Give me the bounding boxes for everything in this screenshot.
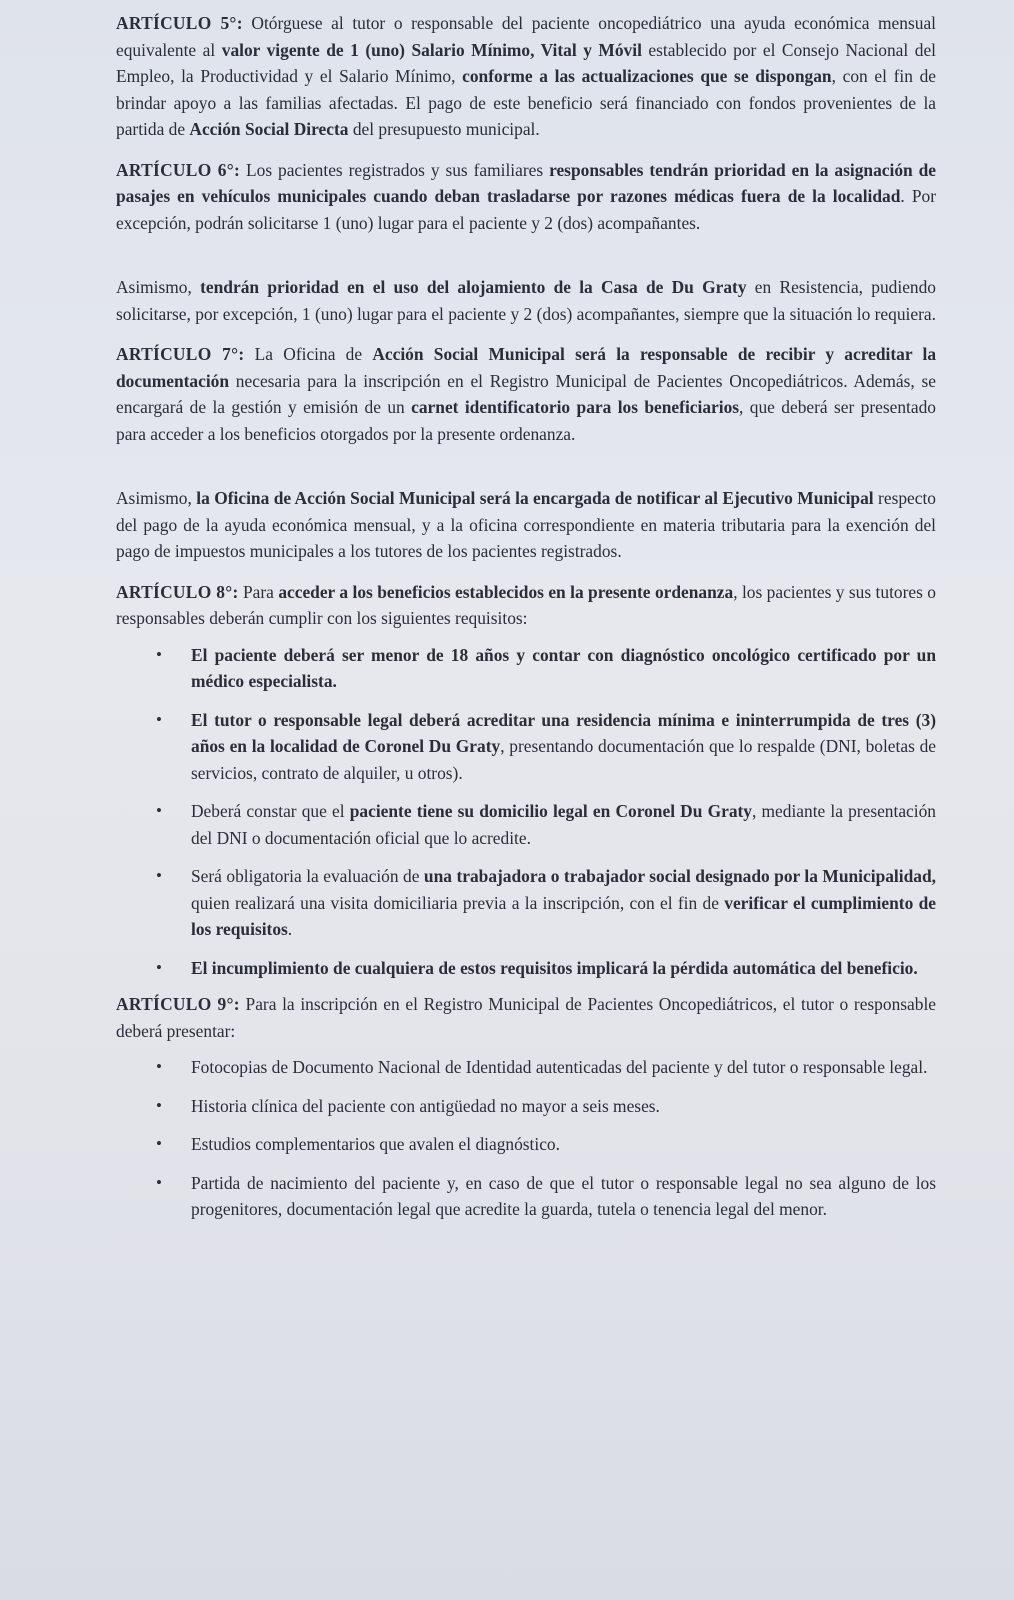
article-5-label: ARTÍCULO 5°: (116, 13, 243, 33)
article-6-label: ARTÍCULO 6°: (116, 159, 241, 180)
list-item (116, 707, 936, 787)
text: Historia clínica del paciente con antigüedad no mayor a seis meses. (191, 1095, 660, 1116)
text: Será obligatoria la evaluación de (191, 866, 424, 886)
bold-text: Acción Social Directa (189, 119, 349, 139)
list-item (116, 1054, 936, 1081)
article-8-requirements-list (116, 642, 936, 982)
text: La Oficina de (244, 344, 373, 364)
text: . Por excepción, podrán solicitarse 1 (uno) lugar para el paciente y 2 (dos) acompañantes. (116, 186, 937, 233)
bold-text: El paciente deberá ser menor de 18 años y contar con diagnóstico oncológico certificado por un médico especialista. (191, 644, 936, 691)
text: en Resistencia, pudiendo solicitarse, por excepción, 1 (uno) lugar para el paciente y 2 (dos) acompañantes, siempre que la situación lo requiera. (116, 277, 937, 324)
text: Deberá constar que el (191, 801, 350, 821)
text: necesaria para la inscripción en el Registro Municipal de Pacientes Oncopediátricos. Además, se encargará de la gestión y emisión de un (116, 370, 936, 417)
text: Asimismo, (116, 488, 197, 508)
text: Otórguese al tutor o responsable del paciente oncopediátrico una ayuda económica mensual equivalente al (116, 13, 936, 60)
list-item (116, 863, 936, 943)
text: quien realizará una visita domiciliaria previa a la inscripción, con el fin de (191, 892, 725, 913)
text: Asimismo, (116, 277, 201, 297)
text: Para la inscripción en el Registro Municipal de Pacientes Oncopediátricos, el tutor o responsable deberá presentar: (116, 994, 936, 1041)
list-item (116, 1131, 936, 1158)
text: , presentando documentación que lo respalde (DNI, boletas de servicios, contrato de alquiler, u otros). (191, 736, 936, 783)
text: , mediante la presentación del DNI o documentación oficial que lo acredite. (191, 801, 936, 848)
text: establecido por el Consejo Nacional del Empleo, la Productividad y el Salario Mínimo, (116, 39, 936, 86)
bold-text: valor vigente de 1 (uno) Salario Mínimo, Vital y Móvil (221, 39, 642, 60)
article-9-documents-list (116, 1054, 936, 1223)
text: respecto del pago de la ayuda económica mensual, y a la oficina correspondiente en materia tributaria para la exención del pago de impuestos municipales a los tutores de los pacientes registrados. (116, 488, 936, 561)
article-8-label: ARTÍCULO 8°: (116, 581, 239, 602)
list-item (116, 1170, 936, 1223)
text: Para (238, 581, 279, 602)
text: Los pacientes registrados y sus familiares (240, 159, 550, 180)
article-6-paragraph-2 (116, 274, 936, 327)
text: , los pacientes y sus tutores o responsables deberán cumplir con los siguientes requisitos: (116, 581, 936, 628)
bold-text: El tutor o responsable legal deberá acreditar una residencia mínima e ininterrumpida de tres (3) años en la localidad de Coronel Du Graty (191, 709, 936, 756)
bold-text: El incumplimiento de cualquiera de estos requisitos implicará la pérdida automática del beneficio. (191, 957, 918, 978)
article-6 (116, 157, 936, 237)
article-8 (116, 579, 936, 632)
list-item (116, 1093, 936, 1120)
text: Estudios complementarios que avalen el diagnóstico. (191, 1134, 560, 1154)
text: del presupuesto municipal. (348, 119, 540, 139)
list-item (116, 955, 936, 982)
list-item (116, 798, 936, 851)
article-5 (116, 10, 936, 143)
list-item (116, 642, 936, 695)
text: Fotocopias de Documento Nacional de Identidad autenticadas del paciente y del tutor o responsable legal. (191, 1057, 928, 1077)
bold-text: Acción Social Municipal será la responsable de recibir y acreditar la documentación (116, 344, 937, 391)
article-9-label: ARTÍCULO 9°: (116, 994, 240, 1014)
bold-text: la Oficina de Acción Social Municipal será la encargada de notificar al Ejecutivo Municipal (196, 488, 874, 508)
article-7 (116, 341, 936, 447)
article-7-paragraph-2 (116, 485, 936, 565)
bold-text: acceder a los beneficios establecidos en la presente ordenanza (278, 581, 734, 602)
text: Partida de nacimiento del paciente y, en caso de que el tutor o responsable legal no sea alguno de los progenitores, documentación legal que acredite la guarda, tutela o tenencia legal del menor. (191, 1172, 936, 1219)
bold-text: una trabajadora o trabajador social designado por la Municipalidad, (423, 866, 936, 886)
bold-text: carnet identificatorio para los beneficiarios (411, 397, 740, 417)
article-7-label: ARTÍCULO 7°: (116, 344, 245, 364)
text: , que deberá ser presentado para acceder a los beneficios otorgados por la presente ordenanza. (116, 397, 937, 444)
bold-text: verificar el cumplimiento de los requisitos (191, 892, 936, 939)
text: , con el fin de brindar apoyo a las familias afectadas. El pago de este beneficio será financiado con fondos provenientes de la partida de (116, 66, 936, 139)
bold-text: tendrán prioridad en el uso del alojamiento de la Casa de Du Graty (200, 277, 747, 297)
bold-text: responsables tendrán prioridad en la asignación de pasajes en vehículos municipales cuando deban trasladarse por razones médicas fuera de la localidad (116, 159, 936, 206)
bold-text: paciente tiene su domicilio legal en Coronel Du Graty (349, 801, 752, 821)
article-9 (116, 991, 936, 1044)
bold-text: conforme a las actualizaciones que se dispongan (462, 66, 832, 86)
text: . (287, 919, 293, 939)
